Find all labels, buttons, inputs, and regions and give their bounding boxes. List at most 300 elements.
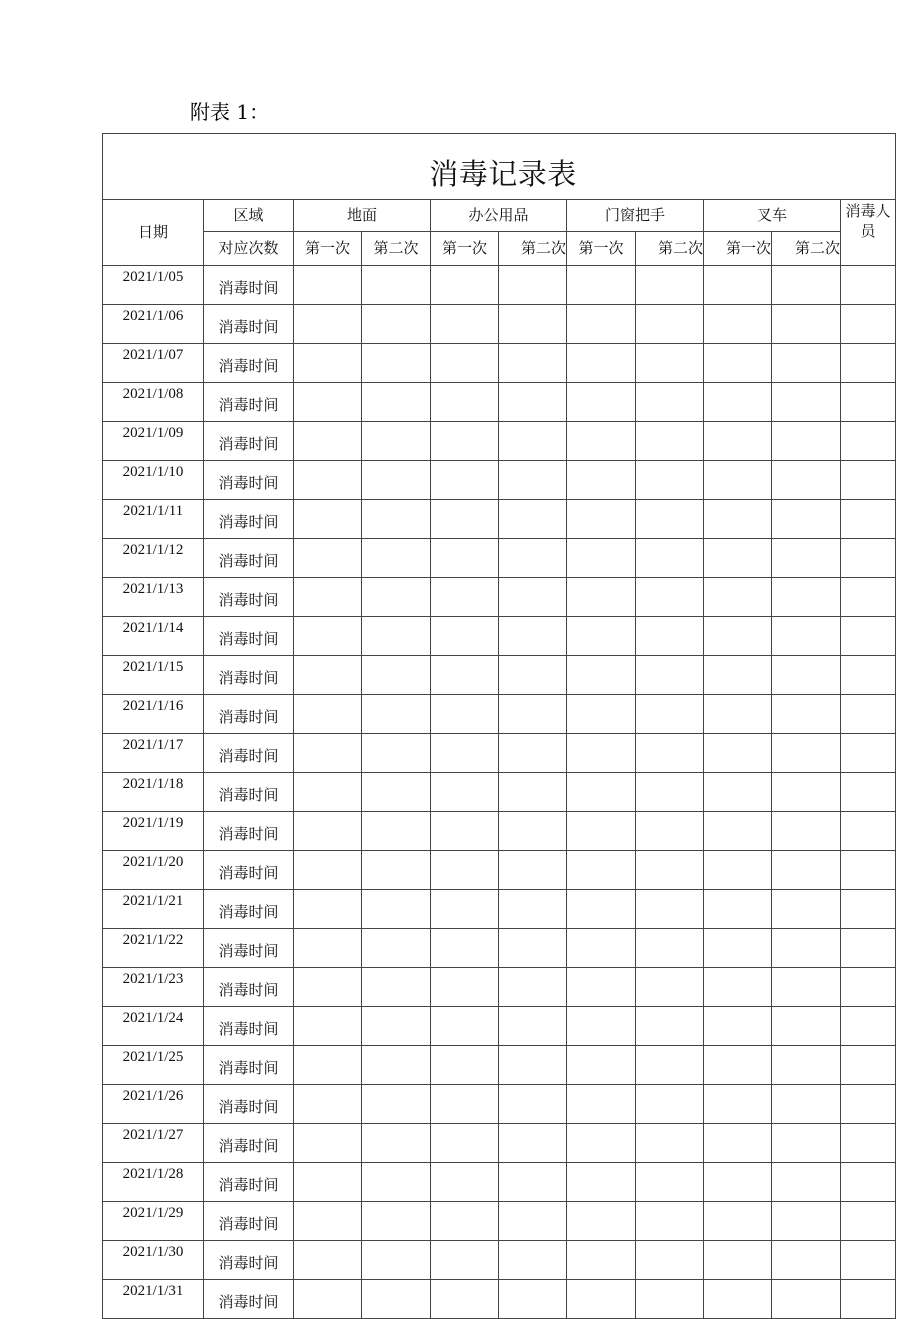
forklift-first-entry-cell[interactable] bbox=[704, 1163, 772, 1202]
forklift-first-header: 第一次 bbox=[704, 232, 772, 266]
office-first-entry-cell[interactable] bbox=[431, 344, 499, 383]
office-second-entry-cell[interactable] bbox=[499, 578, 567, 617]
office-first-entry-cell[interactable] bbox=[431, 422, 499, 461]
date-cell: 2021/1/11 bbox=[103, 500, 204, 539]
forklift-first-entry-cell[interactable] bbox=[704, 1124, 772, 1163]
office-second-entry-cell[interactable] bbox=[499, 1163, 567, 1202]
office-first-entry-cell[interactable] bbox=[431, 968, 499, 1007]
forklift-first-entry-cell[interactable] bbox=[704, 344, 772, 383]
forklift-second-entry-cell[interactable] bbox=[772, 851, 841, 890]
forklift-second-entry-cell[interactable] bbox=[772, 539, 841, 578]
disinfector-entry-cell[interactable] bbox=[841, 617, 896, 656]
forklift-second-entry-cell[interactable] bbox=[772, 734, 841, 773]
door-first-entry-cell[interactable] bbox=[567, 1280, 636, 1319]
table-row bbox=[103, 890, 896, 929]
floor-first-entry-cell[interactable] bbox=[294, 656, 362, 695]
floor-first-entry-cell[interactable] bbox=[294, 1046, 362, 1085]
floor-first-entry-cell[interactable] bbox=[294, 500, 362, 539]
disinfector-entry-cell[interactable] bbox=[841, 1046, 896, 1085]
forklift-second-entry-cell[interactable] bbox=[772, 773, 841, 812]
office-second-header: 第二次 bbox=[499, 232, 567, 266]
forklift-first-entry-cell[interactable] bbox=[704, 617, 772, 656]
door-second-entry-cell[interactable] bbox=[636, 266, 704, 305]
door-second-entry-cell[interactable] bbox=[636, 1280, 704, 1319]
forklift-second-entry-cell[interactable] bbox=[772, 695, 841, 734]
date-cell: 2021/1/21 bbox=[103, 890, 204, 929]
office-first-entry-cell[interactable] bbox=[431, 539, 499, 578]
disinfector-entry-cell[interactable] bbox=[841, 1163, 896, 1202]
forklift-first-entry-cell[interactable] bbox=[704, 500, 772, 539]
floor-second-entry-cell[interactable] bbox=[362, 851, 431, 890]
floor-first-entry-cell[interactable] bbox=[294, 851, 362, 890]
door-first-entry-cell[interactable] bbox=[567, 578, 636, 617]
office-first-entry-cell[interactable] bbox=[431, 578, 499, 617]
disinfection-time-label: 消毒时间 bbox=[204, 422, 294, 461]
disinfector-entry-cell[interactable] bbox=[841, 539, 896, 578]
office-second-entry-cell[interactable] bbox=[499, 617, 567, 656]
forklift-first-entry-cell[interactable] bbox=[704, 1280, 772, 1319]
floor-second-entry-cell[interactable] bbox=[362, 617, 431, 656]
floor-second-entry-cell[interactable] bbox=[362, 461, 431, 500]
office-second-entry-cell[interactable] bbox=[499, 305, 567, 344]
forklift-second-entry-cell[interactable] bbox=[772, 383, 841, 422]
floor-first-entry-cell[interactable] bbox=[294, 1163, 362, 1202]
forklift-first-entry-cell[interactable] bbox=[704, 1202, 772, 1241]
disinfection-time-label: 消毒时间 bbox=[204, 773, 294, 812]
door-first-entry-cell[interactable] bbox=[567, 773, 636, 812]
floor-first-entry-cell[interactable] bbox=[294, 578, 362, 617]
floor-second-header: 第二次 bbox=[362, 232, 431, 266]
door-first-entry-cell[interactable] bbox=[567, 461, 636, 500]
floor-first-entry-cell[interactable] bbox=[294, 422, 362, 461]
floor-first-entry-cell[interactable] bbox=[294, 1007, 362, 1046]
date-cell: 2021/1/08 bbox=[103, 383, 204, 422]
office-second-entry-cell[interactable] bbox=[499, 461, 567, 500]
forklift-second-entry-cell[interactable] bbox=[772, 578, 841, 617]
floor-first-entry-cell[interactable] bbox=[294, 383, 362, 422]
office-first-entry-cell[interactable] bbox=[431, 305, 499, 344]
door-first-entry-cell[interactable] bbox=[567, 422, 636, 461]
disinfector-entry-cell[interactable] bbox=[841, 734, 896, 773]
table-row bbox=[103, 1085, 896, 1124]
date-cell: 2021/1/26 bbox=[103, 1085, 204, 1124]
forklift-first-entry-cell[interactable] bbox=[704, 422, 772, 461]
table-row bbox=[103, 656, 896, 695]
office-first-entry-cell[interactable] bbox=[431, 1046, 499, 1085]
door-second-entry-cell[interactable] bbox=[636, 695, 704, 734]
date-cell: 2021/1/17 bbox=[103, 734, 204, 773]
door-second-entry-cell[interactable] bbox=[636, 1202, 704, 1241]
door-first-entry-cell[interactable] bbox=[567, 266, 636, 305]
forklift-second-entry-cell[interactable] bbox=[772, 1046, 841, 1085]
disinfector-entry-cell[interactable] bbox=[841, 695, 896, 734]
office-second-entry-cell[interactable] bbox=[499, 500, 567, 539]
floor-second-entry-cell[interactable] bbox=[362, 344, 431, 383]
office-second-entry-cell[interactable] bbox=[499, 812, 567, 851]
date-cell: 2021/1/30 bbox=[103, 1241, 204, 1280]
floor-second-entry-cell[interactable] bbox=[362, 422, 431, 461]
disinfector-entry-cell[interactable] bbox=[841, 812, 896, 851]
forklift-first-entry-cell[interactable] bbox=[704, 812, 772, 851]
floor-second-entry-cell[interactable] bbox=[362, 1007, 431, 1046]
office-second-entry-cell[interactable] bbox=[499, 1007, 567, 1046]
disinfection-time-label: 消毒时间 bbox=[204, 812, 294, 851]
door-first-entry-cell[interactable] bbox=[567, 734, 636, 773]
office-first-entry-cell[interactable] bbox=[431, 1202, 499, 1241]
door-first-entry-cell[interactable] bbox=[567, 344, 636, 383]
door-second-entry-cell[interactable] bbox=[636, 422, 704, 461]
floor-first-entry-cell[interactable] bbox=[294, 695, 362, 734]
forklift-first-entry-cell[interactable] bbox=[704, 968, 772, 1007]
table-row bbox=[103, 578, 896, 617]
floor-first-entry-cell[interactable] bbox=[294, 812, 362, 851]
forklift-first-entry-cell[interactable] bbox=[704, 1046, 772, 1085]
office-first-entry-cell[interactable] bbox=[431, 500, 499, 539]
floor-second-entry-cell[interactable] bbox=[362, 539, 431, 578]
office-second-entry-cell[interactable] bbox=[499, 929, 567, 968]
disinfection-time-label: 消毒时间 bbox=[204, 1007, 294, 1046]
door-second-entry-cell[interactable] bbox=[636, 578, 704, 617]
forklift-first-entry-cell[interactable] bbox=[704, 890, 772, 929]
date-cell: 2021/1/05 bbox=[103, 266, 204, 305]
date-cell: 2021/1/06 bbox=[103, 305, 204, 344]
office-second-entry-cell[interactable] bbox=[499, 656, 567, 695]
office-first-entry-cell[interactable] bbox=[431, 1280, 499, 1319]
door-first-entry-cell[interactable] bbox=[567, 1202, 636, 1241]
forklift-second-entry-cell[interactable] bbox=[772, 1241, 841, 1280]
disinfection-time-label: 消毒时间 bbox=[204, 578, 294, 617]
door-second-entry-cell[interactable] bbox=[636, 1241, 704, 1280]
forklift-first-entry-cell[interactable] bbox=[704, 461, 772, 500]
floor-second-entry-cell[interactable] bbox=[362, 1124, 431, 1163]
door-first-entry-cell[interactable] bbox=[567, 1007, 636, 1046]
table-row bbox=[103, 773, 896, 812]
forklift-first-entry-cell[interactable] bbox=[704, 266, 772, 305]
date-cell: 2021/1/29 bbox=[103, 1202, 204, 1241]
disinfection-time-label: 消毒时间 bbox=[204, 929, 294, 968]
floor-second-entry-cell[interactable] bbox=[362, 1085, 431, 1124]
office-second-entry-cell[interactable] bbox=[499, 1202, 567, 1241]
table-row bbox=[103, 1280, 896, 1319]
count-column-header: 对应次数 bbox=[204, 232, 294, 266]
floor-first-entry-cell[interactable] bbox=[294, 461, 362, 500]
floor-first-entry-cell[interactable] bbox=[294, 1280, 362, 1319]
door-first-entry-cell[interactable] bbox=[567, 656, 636, 695]
disinfector-entry-cell[interactable] bbox=[841, 344, 896, 383]
door-second-entry-cell[interactable] bbox=[636, 968, 704, 1007]
floor-second-entry-cell[interactable] bbox=[362, 1163, 431, 1202]
office-first-entry-cell[interactable] bbox=[431, 851, 499, 890]
door-second-entry-cell[interactable] bbox=[636, 539, 704, 578]
floor-first-entry-cell[interactable] bbox=[294, 539, 362, 578]
door-first-entry-cell[interactable] bbox=[567, 968, 636, 1007]
disinfector-entry-cell[interactable] bbox=[841, 1241, 896, 1280]
forklift-first-entry-cell[interactable] bbox=[704, 1241, 772, 1280]
disinfector-entry-cell[interactable] bbox=[841, 656, 896, 695]
floor-second-entry-cell[interactable] bbox=[362, 1280, 431, 1319]
forklift-first-entry-cell[interactable] bbox=[704, 305, 772, 344]
office-second-entry-cell[interactable] bbox=[499, 851, 567, 890]
office-second-entry-cell[interactable] bbox=[499, 1280, 567, 1319]
floor-first-entry-cell[interactable] bbox=[294, 344, 362, 383]
door-first-entry-cell[interactable] bbox=[567, 539, 636, 578]
forklift-second-entry-cell[interactable] bbox=[772, 500, 841, 539]
door-first-entry-cell[interactable] bbox=[567, 383, 636, 422]
floor-second-entry-cell[interactable] bbox=[362, 734, 431, 773]
office-second-entry-cell[interactable] bbox=[499, 383, 567, 422]
disinfector-entry-cell[interactable] bbox=[841, 851, 896, 890]
office-second-entry-cell[interactable] bbox=[499, 695, 567, 734]
table-row bbox=[103, 539, 896, 578]
door-first-entry-cell[interactable] bbox=[567, 305, 636, 344]
date-cell: 2021/1/14 bbox=[103, 617, 204, 656]
forklift-first-entry-cell[interactable] bbox=[704, 383, 772, 422]
door-second-entry-cell[interactable] bbox=[636, 656, 704, 695]
office-second-entry-cell[interactable] bbox=[499, 422, 567, 461]
disinfector-entry-cell[interactable] bbox=[841, 578, 896, 617]
office-first-entry-cell[interactable] bbox=[431, 383, 499, 422]
office-second-entry-cell[interactable] bbox=[499, 890, 567, 929]
floor-first-entry-cell[interactable] bbox=[294, 890, 362, 929]
floor-first-entry-cell[interactable] bbox=[294, 734, 362, 773]
disinfection-time-label: 消毒时间 bbox=[204, 1241, 294, 1280]
floor-second-entry-cell[interactable] bbox=[362, 383, 431, 422]
forklift-second-entry-cell[interactable] bbox=[772, 1202, 841, 1241]
office-first-entry-cell[interactable] bbox=[431, 1124, 499, 1163]
office-second-entry-cell[interactable] bbox=[499, 266, 567, 305]
floor-second-entry-cell[interactable] bbox=[362, 812, 431, 851]
forklift-first-entry-cell[interactable] bbox=[704, 851, 772, 890]
forklift-first-entry-cell[interactable] bbox=[704, 929, 772, 968]
disinfector-entry-cell[interactable] bbox=[841, 422, 896, 461]
door-second-entry-cell[interactable] bbox=[636, 773, 704, 812]
forklift-second-entry-cell[interactable] bbox=[772, 968, 841, 1007]
table-row bbox=[103, 305, 896, 344]
door-first-entry-cell[interactable] bbox=[567, 851, 636, 890]
floor-first-entry-cell[interactable] bbox=[294, 617, 362, 656]
disinfection-time-label: 消毒时间 bbox=[204, 968, 294, 1007]
table-row bbox=[103, 1241, 896, 1280]
forklift-first-entry-cell[interactable] bbox=[704, 695, 772, 734]
forklift-first-entry-cell[interactable] bbox=[704, 734, 772, 773]
area-column-header: 区域 bbox=[204, 200, 294, 232]
disinfector-entry-cell[interactable] bbox=[841, 1124, 896, 1163]
door-first-entry-cell[interactable] bbox=[567, 695, 636, 734]
door-first-entry-cell[interactable] bbox=[567, 1124, 636, 1163]
door-second-entry-cell[interactable] bbox=[636, 734, 704, 773]
forklift-second-entry-cell[interactable] bbox=[772, 617, 841, 656]
office-first-entry-cell[interactable] bbox=[431, 734, 499, 773]
disinfector-entry-cell[interactable] bbox=[841, 1007, 896, 1046]
door-second-entry-cell[interactable] bbox=[636, 617, 704, 656]
office-second-entry-cell[interactable] bbox=[499, 539, 567, 578]
disinfection-time-label: 消毒时间 bbox=[204, 734, 294, 773]
office-second-entry-cell[interactable] bbox=[499, 734, 567, 773]
forklift-second-entry-cell[interactable] bbox=[772, 422, 841, 461]
disinfection-time-label: 消毒时间 bbox=[204, 617, 294, 656]
forklift-first-entry-cell[interactable] bbox=[704, 578, 772, 617]
office-first-entry-cell[interactable] bbox=[431, 461, 499, 500]
table-row bbox=[103, 734, 896, 773]
table-row bbox=[103, 266, 896, 305]
forklift-second-entry-cell[interactable] bbox=[772, 305, 841, 344]
door-second-entry-cell[interactable] bbox=[636, 1046, 704, 1085]
forklift-second-entry-cell[interactable] bbox=[772, 461, 841, 500]
date-cell: 2021/1/27 bbox=[103, 1124, 204, 1163]
office-first-entry-cell[interactable] bbox=[431, 1085, 499, 1124]
table-row bbox=[103, 617, 896, 656]
floor-second-entry-cell[interactable] bbox=[362, 578, 431, 617]
office-first-entry-cell[interactable] bbox=[431, 1241, 499, 1280]
office-second-entry-cell[interactable] bbox=[499, 1046, 567, 1085]
disinfector-entry-cell[interactable] bbox=[841, 305, 896, 344]
forklift-second-entry-cell[interactable] bbox=[772, 1124, 841, 1163]
forklift-first-entry-cell[interactable] bbox=[704, 539, 772, 578]
disinfector-entry-cell[interactable] bbox=[841, 890, 896, 929]
date-cell: 2021/1/09 bbox=[103, 422, 204, 461]
door-first-entry-cell[interactable] bbox=[567, 500, 636, 539]
office-second-entry-cell[interactable] bbox=[499, 773, 567, 812]
door-first-entry-cell[interactable] bbox=[567, 890, 636, 929]
floor-first-entry-cell[interactable] bbox=[294, 1085, 362, 1124]
disinfection-record-table bbox=[102, 133, 896, 1319]
door-first-entry-cell[interactable] bbox=[567, 1046, 636, 1085]
door-first-entry-cell[interactable] bbox=[567, 1163, 636, 1202]
floor-first-entry-cell[interactable] bbox=[294, 266, 362, 305]
forklift-first-entry-cell[interactable] bbox=[704, 1007, 772, 1046]
zone-header-office-supplies: 办公用品 bbox=[431, 200, 567, 232]
office-second-entry-cell[interactable] bbox=[499, 1124, 567, 1163]
disinfector-entry-cell[interactable] bbox=[841, 461, 896, 500]
disinfector-entry-cell[interactable] bbox=[841, 266, 896, 305]
office-second-entry-cell[interactable] bbox=[499, 344, 567, 383]
forklift-first-entry-cell[interactable] bbox=[704, 656, 772, 695]
office-second-entry-cell[interactable] bbox=[499, 1085, 567, 1124]
door-second-entry-cell[interactable] bbox=[636, 851, 704, 890]
forklift-second-entry-cell[interactable] bbox=[772, 656, 841, 695]
office-first-entry-cell[interactable] bbox=[431, 266, 499, 305]
door-second-entry-cell[interactable] bbox=[636, 1007, 704, 1046]
disinfector-entry-cell[interactable] bbox=[841, 383, 896, 422]
floor-first-entry-cell[interactable] bbox=[294, 1202, 362, 1241]
floor-second-entry-cell[interactable] bbox=[362, 656, 431, 695]
office-first-entry-cell[interactable] bbox=[431, 1163, 499, 1202]
office-first-entry-cell[interactable] bbox=[431, 1007, 499, 1046]
table-row bbox=[103, 695, 896, 734]
door-first-entry-cell[interactable] bbox=[567, 812, 636, 851]
office-first-entry-cell[interactable] bbox=[431, 812, 499, 851]
forklift-second-entry-cell[interactable] bbox=[772, 812, 841, 851]
floor-second-entry-cell[interactable] bbox=[362, 968, 431, 1007]
floor-second-entry-cell[interactable] bbox=[362, 890, 431, 929]
table-row bbox=[103, 1124, 896, 1163]
office-first-entry-cell[interactable] bbox=[431, 929, 499, 968]
forklift-second-entry-cell[interactable] bbox=[772, 1163, 841, 1202]
forklift-second-entry-cell[interactable] bbox=[772, 890, 841, 929]
disinfector-entry-cell[interactable] bbox=[841, 1202, 896, 1241]
office-second-entry-cell[interactable] bbox=[499, 968, 567, 1007]
disinfector-column-header: 消毒人员 bbox=[841, 200, 896, 266]
floor-second-entry-cell[interactable] bbox=[362, 1241, 431, 1280]
door-second-entry-cell[interactable] bbox=[636, 344, 704, 383]
disinfector-entry-cell[interactable] bbox=[841, 929, 896, 968]
floor-second-entry-cell[interactable] bbox=[362, 266, 431, 305]
floor-first-entry-cell[interactable] bbox=[294, 1241, 362, 1280]
door-second-entry-cell[interactable] bbox=[636, 305, 704, 344]
floor-second-entry-cell[interactable] bbox=[362, 773, 431, 812]
office-first-entry-cell[interactable] bbox=[431, 890, 499, 929]
door-second-entry-cell[interactable] bbox=[636, 500, 704, 539]
floor-first-entry-cell[interactable] bbox=[294, 773, 362, 812]
floor-second-entry-cell[interactable] bbox=[362, 695, 431, 734]
door-second-entry-cell[interactable] bbox=[636, 461, 704, 500]
door-second-entry-cell[interactable] bbox=[636, 1085, 704, 1124]
disinfection-time-label: 消毒时间 bbox=[204, 461, 294, 500]
door-second-entry-cell[interactable] bbox=[636, 1163, 704, 1202]
date-cell: 2021/1/28 bbox=[103, 1163, 204, 1202]
office-second-entry-cell[interactable] bbox=[499, 1241, 567, 1280]
disinfector-entry-cell[interactable] bbox=[841, 500, 896, 539]
floor-second-entry-cell[interactable] bbox=[362, 1202, 431, 1241]
floor-first-header: 第一次 bbox=[294, 232, 362, 266]
floor-second-entry-cell[interactable] bbox=[362, 305, 431, 344]
floor-first-entry-cell[interactable] bbox=[294, 968, 362, 1007]
date-cell: 2021/1/23 bbox=[103, 968, 204, 1007]
door-second-header: 第二次 bbox=[636, 232, 704, 266]
office-first-entry-cell[interactable] bbox=[431, 695, 499, 734]
door-first-entry-cell[interactable] bbox=[567, 1085, 636, 1124]
floor-second-entry-cell[interactable] bbox=[362, 929, 431, 968]
door-second-entry-cell[interactable] bbox=[636, 929, 704, 968]
date-cell: 2021/1/31 bbox=[103, 1280, 204, 1319]
door-first-entry-cell[interactable] bbox=[567, 929, 636, 968]
office-first-entry-cell[interactable] bbox=[431, 656, 499, 695]
forklift-second-entry-cell[interactable] bbox=[772, 266, 841, 305]
disinfector-entry-cell[interactable] bbox=[841, 1085, 896, 1124]
disinfector-entry-cell[interactable] bbox=[841, 968, 896, 1007]
forklift-second-entry-cell[interactable] bbox=[772, 344, 841, 383]
door-first-entry-cell[interactable] bbox=[567, 1241, 636, 1280]
forklift-second-entry-cell[interactable] bbox=[772, 1280, 841, 1319]
door-second-entry-cell[interactable] bbox=[636, 1124, 704, 1163]
office-first-entry-cell[interactable] bbox=[431, 773, 499, 812]
forklift-first-entry-cell[interactable] bbox=[704, 773, 772, 812]
forklift-second-entry-cell[interactable] bbox=[772, 1085, 841, 1124]
date-cell: 2021/1/07 bbox=[103, 344, 204, 383]
disinfection-time-label: 消毒时间 bbox=[204, 695, 294, 734]
door-first-entry-cell[interactable] bbox=[567, 617, 636, 656]
date-cell: 2021/1/12 bbox=[103, 539, 204, 578]
appendix-label: 附表 1： bbox=[190, 100, 270, 124]
floor-first-entry-cell[interactable] bbox=[294, 1124, 362, 1163]
floor-second-entry-cell[interactable] bbox=[362, 500, 431, 539]
door-first-header: 第一次 bbox=[567, 232, 636, 266]
date-cell: 2021/1/19 bbox=[103, 812, 204, 851]
floor-first-entry-cell[interactable] bbox=[294, 305, 362, 344]
door-second-entry-cell[interactable] bbox=[636, 890, 704, 929]
forklift-first-entry-cell[interactable] bbox=[704, 1085, 772, 1124]
record-rows bbox=[103, 266, 896, 1319]
forklift-second-entry-cell[interactable] bbox=[772, 929, 841, 968]
floor-first-entry-cell[interactable] bbox=[294, 929, 362, 968]
office-first-entry-cell[interactable] bbox=[431, 617, 499, 656]
door-second-entry-cell[interactable] bbox=[636, 383, 704, 422]
door-second-entry-cell[interactable] bbox=[636, 812, 704, 851]
disinfector-entry-cell[interactable] bbox=[841, 773, 896, 812]
floor-second-entry-cell[interactable] bbox=[362, 1046, 431, 1085]
disinfector-entry-cell[interactable] bbox=[841, 1280, 896, 1319]
forklift-second-entry-cell[interactable] bbox=[772, 1007, 841, 1046]
